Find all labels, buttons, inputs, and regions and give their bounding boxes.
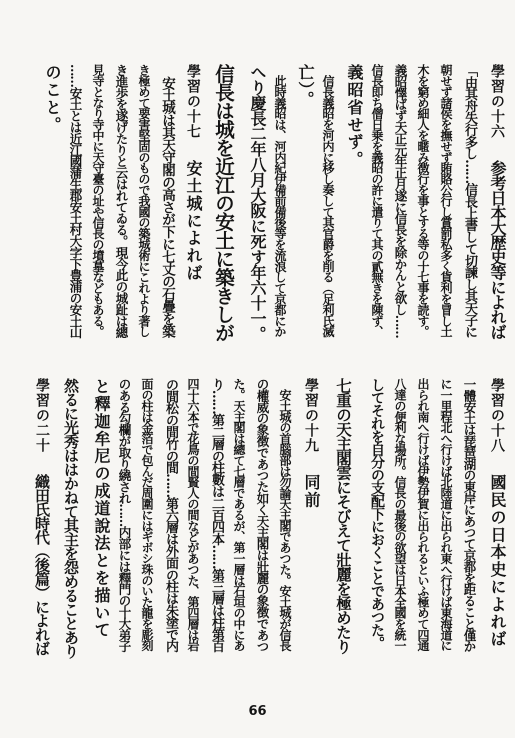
section-20-source: 織田氏時代（後篇）によれば (33, 474, 51, 655)
body-line: の權威の象徴であつた如く天主閣は壯麗の象徴であつ (255, 378, 270, 652)
body-line: り……第二層の柱數は二百四本……第三層は柱第百 (209, 378, 224, 652)
body-line: 木を窮め細人を暱み徴行を事とする等の十七事を読す。 (416, 64, 430, 337)
body-line: 亡）。 (296, 64, 315, 109)
section-19-label: 學習の十九 (303, 378, 319, 453)
body-line: 信長義昭を河内に移し奏して其官爵を削る（足利氏滅 (321, 64, 335, 337)
section-19-source: 同前 (302, 474, 321, 509)
body-line: き極めて要害堅固のもので我國の築城術にこれより著し (137, 64, 151, 337)
body-line: 安土城は其天守閣の高さが下に七丈の石疊を築 (159, 64, 175, 337)
body-line: た。天主閣は總て七層であるが、第一層は石垣の中にあ (232, 378, 246, 651)
section-18-label: 學習の十八 (489, 378, 505, 453)
body-line: のある勾欄が取り繞され……内部には釋門の十大弟子 (117, 378, 132, 652)
body-line: 義昭省せず。 (345, 64, 364, 169)
section-16-label: 學習の十六 (489, 64, 505, 139)
body-line: 四十六本で花鳥の間賢人の間などがあつた、第四層は岩 (186, 378, 200, 651)
body-line: に一里程北へ行けば北陸道に出られ東へ行けば東海道に (439, 378, 453, 651)
section-heading: 然るに光秀ははかねて其主を怨めることあり (62, 378, 80, 658)
body-line: 見寺となり寺中に天守臺の址や信長の墳墓などもある。 (91, 64, 105, 337)
body-line: へり慶長二年八月大阪に死す年六十一。 (248, 64, 267, 342)
section-17-label: 學習の十七 (185, 64, 201, 139)
body-line: 一體安土は琵琶湖の東岸にあつて京都を距ること僅か (462, 378, 477, 652)
body-line: 安土城の首腦部は勿論天主閣であつた。安土城が信長 (278, 378, 292, 651)
body-line: ……安土とは近江國蒲生郡安土村大字下豊浦の安土山 (68, 64, 83, 338)
body-line: 面の柱は金箔で包んだ周圍にはギボシ珠のいた龍を彫刻 (140, 378, 154, 651)
body-line: 信長即ち僧日乗を義昭の許に遣りて其の貳無きを陳ず、 (370, 64, 384, 337)
section-16-source: 参考日本大歴史等によれば (488, 160, 507, 339)
body-line: 「由其舟失行多し……信長上書して切諫し其天子に (462, 64, 477, 338)
body-line: のこと。 (43, 64, 62, 134)
body-line: 八達の便利な場所。信長の最後の欲望は日本全國を統一 (393, 378, 407, 651)
body-line: してそれを自分の支配下におくことであつた。 (369, 378, 385, 649)
section-17-source: 安土城によれば (184, 160, 203, 282)
section-20-label: 學習の二十 (34, 378, 50, 453)
section-18-source: 國民の日本史によれば (488, 474, 507, 648)
section-heading: 七重の天主閣雲にそびえて壯麗を極めたり (334, 378, 352, 654)
upper-half (0, 64, 515, 344)
section-heading: 信長は城を近江の安土に築きしが (212, 64, 235, 342)
body-line: と釋迦牟尼の成道說法とを描いて (92, 378, 111, 639)
page-number: 66 (248, 704, 267, 719)
body-line: き進歩を遂げたりと云はれてゐる。現今此の城趾は總 (114, 64, 129, 338)
lower-half (0, 378, 515, 658)
body-line: 朝せず諸侯を撫せず賄賂公行し賞罰私多く貨利を冒し土 (439, 64, 453, 337)
body-line: 出られ南へ行けば伊勢伊賀に出られるといふ極めて四通 (416, 378, 430, 651)
body-line: 此時義昭は、河内紀伊備前備後等を流浪して京都にか (273, 64, 287, 337)
body-line: の間松の間竹の間……第六層は外面の柱は朱塗で内 (163, 378, 178, 652)
body-line: 義昭懌ばず天正元年正月遂に信長を除かんと欲し…… (393, 64, 408, 338)
